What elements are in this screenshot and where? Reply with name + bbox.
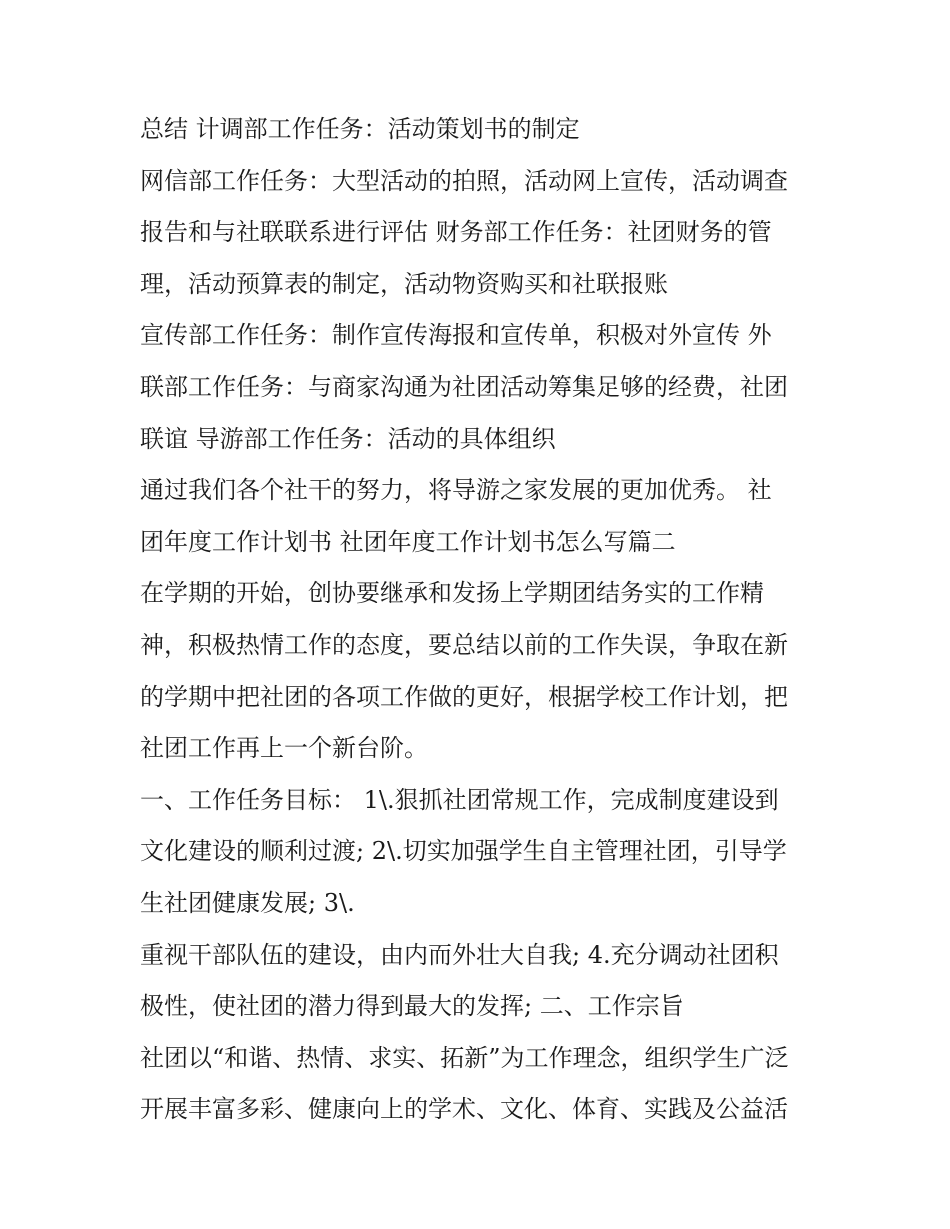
text-line: 极性，使社团的潜力得到最大的发挥; 二、工作宗旨 — [140, 992, 684, 1021]
text-line: 联部工作任务：与商家沟通为社团活动筹集足够的经费，社团 — [140, 372, 788, 401]
text-line: 生社团健康发展; 3\. — [140, 888, 355, 917]
text-line: 报告和与社联联系进行评估 财务部工作任务：社团财务的管 — [140, 218, 772, 247]
text-line: 一、工作任务目标： 1\.狠抓社团常规工作，完成制度建设到 — [140, 785, 779, 814]
text-line: 总结 计调部工作任务：活动策划书的制定 — [140, 115, 580, 143]
text-line: 重视干部队伍的建设，由内而外壮大自我; 4.充分调动社团积 — [140, 940, 779, 969]
text-line: 神，积极热情工作的态度，要总结以前的工作失误，争取在新 — [140, 630, 788, 659]
text-line: 社团工作再上一个新台阶。 — [140, 734, 428, 763]
text-line: 开展丰富多彩、健康向上的学术、文化、体育、实践及公益活 — [140, 1095, 788, 1124]
text-line: 网信部工作任务：大型活动的拍照，活动网上宣传，活动调查 — [140, 166, 788, 195]
text-line: 团年度工作计划书 社团年度工作计划书怎么写篇二 — [140, 527, 676, 556]
text-line: 社团以“和谐、热情、求实、拓新”为工作理念，组织学生广泛 — [140, 1043, 789, 1072]
text-line: 理，活动预算表的制定，活动物资购买和社联报账 — [140, 269, 668, 298]
text-line: 的学期中把社团的各项工作做的更好，根据学校工作计划，把 — [140, 682, 788, 711]
document-body — [140, 104, 820, 1136]
text-line: 宣传部工作任务：制作宣传海报和宣传单，积极对外宣传 外 — [140, 321, 772, 350]
text-line: 文化建设的顺利过渡; 2\.切实加强学生自主管理社团，引导学 — [140, 837, 787, 866]
text-line: 在学期的开始，创协要继承和发扬上学期团结务实的工作精 — [140, 579, 764, 608]
text-line: 通过我们各个社干的努力，将导游之家发展的更加优秀。 社 — [140, 476, 772, 505]
text-line: 联谊 导游部工作任务：活动的具体组织 — [140, 424, 556, 453]
